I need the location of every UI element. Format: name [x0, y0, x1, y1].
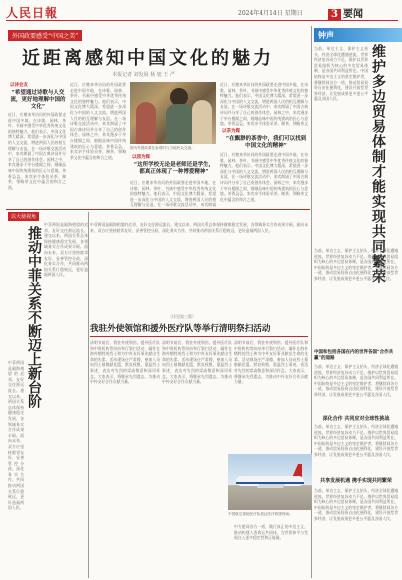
article-body: 清明节前后，我驻外使领馆、援外医疗队和中资机构等纷纷举行祭扫活动，缅怀在海外牺牲的烈士和为中外友好事业献出生命的先辈。活动现场庄严肃穆，参加人员向烈士墓敬献花篮，默哀致敬，重温烈士事迹，表达对先烈的崇高敬意和深切怀念。大家表示，将继承先烈遗志，为推动中外友好合作贡献力量。	[234, 340, 308, 385]
section-mark: 以诗会友	[10, 83, 28, 88]
masthead	[6, 4, 398, 21]
commentary-title: 维护多边贸易体制才能实现共同繁荣	[370, 44, 386, 284]
article-byline: 本报记者 刘发展 杨 旭 王 严	[112, 72, 175, 78]
commentary-body: 当前，单边主义、保护主义抬头，经济全球化遭遇逆流，世界经济复苏动力不足。维护以世界贸易组织为核心的多边贸易体制，是各国共同利益所在。中国始终是多边主义的坚定维护者，将继续同各方一道，推动贸易投资自由化便利化，建设开放型世界经济，让发展成果更多更公平惠及各国人民。	[314, 488, 398, 521]
column-divider	[88, 212, 89, 578]
article-kicker: （详见第三版）	[168, 314, 196, 319]
page-number: 3	[328, 9, 341, 20]
article-body: 近日，应邀来华访问的外国政要走进中国多地，在诗歌、园林、茶叶、书画中感受中华优秀传统文化的独特魅力。他们表示，中国文化博大精深，希望进一步深化与中国的人文交流，增进两国人民的相互理解与友谊。在一场诗歌交流活动中，来宾朗诵了中国古典诗词并分享了自己的创作体会。园林之中，来宾漫步于亭台楼阁之间，细细品味中国传统建筑的匠心与意境。茶香袅袅，来宾亲手体验采茶、制茶，领略茶文化中蕴含的和合之道。	[8, 112, 66, 190]
issue-date: 2024年4月14日 星期日	[238, 10, 303, 17]
section-mark: 以茶为媒	[222, 129, 240, 134]
article-body: 清明节前后，我驻外使领馆、援外医疗队和中资机构等纷纷举行祭扫活动，缅怀在海外牺牲的烈士和为中外友好事业献出生命的先辈。活动现场庄严肃穆，参加人员向烈士墓敬献花篮，默哀致敬，重温烈士事迹，表达对先烈的崇高敬意和深切怀念。大家表示，将继承先烈遗志，为推动中外友好合作贡献力量。	[162, 340, 232, 385]
commentary-body: 当前，单边主义、保护主义抬头，经济全球化遭遇逆流，世界经济复苏动力不足。维护以世界贸易组织为核心的多边贸易体制，是各国共同利益所在。中国始终是多边主义的坚定维护者，将继续同各方一道，推动贸易投资自由化便利化，建设开放型世界经济，让发展成果更多更公平惠及各国人民。	[314, 46, 368, 102]
section-mark: 以园为媒	[132, 155, 150, 160]
aircraft-photo	[228, 454, 312, 510]
newspaper-logo: 人民日報	[6, 6, 59, 20]
commentary-subhead: 深化合作 共同应对全球性挑战	[322, 416, 390, 422]
section-subhead: “希望通过诗歌与人交流，更好地理解中国的文化”	[10, 90, 66, 110]
article-body: 近日，应邀来华访问的外国政要走进中国多地，在诗歌、园林、茶叶、书画中感受中华优秀传统文化的独特魅力。他们表示，中国文化博大精深，希望进一步深化与中国的人文交流，增进两国人民的相互理解与友谊。在一场诗歌交流活动中，来宾朗诵	[130, 180, 216, 208]
column-body: 中菲两国是隔海相望的近邻，友好交往源远流长。建交以来，两国关系总体保持健康稳定发展，各领域务实合作成果丰硕。面向未来，双方应坚持睦邻友好，妥善管控分歧，深化务实合作，共同推动两国关系行稳致远，更好造福两国人民。	[44, 222, 88, 278]
photo-caption: 中国航空援助医疗队抵达医疗救援现场。	[228, 512, 293, 516]
section-subhead: “这所学校无论是老师还是学生，都真正体现了一种博爱精神”	[133, 162, 215, 175]
headline: 近距离感知中国文化的魅力	[22, 48, 274, 69]
column-banner: 钟声	[314, 28, 402, 42]
article-body: 近日，应邀来华访问的外国政要走进中国多地，在诗歌、园林、茶叶、书画中感受中华优秀传统文化的独特魅力。他们表示，中国文化博大精深，希望进一步深化与中国的人文交流，增进两国人民的相互理解与友谊。在一场诗歌交流活动中，来宾朗诵了中国古典诗词并分享了自己的创作体会。园林之中，来宾漫步于亭台楼阁之间，细细品味中国传统建筑的匠心与意境。茶香袅袅，来宾亲手体验采茶、制茶，领略茶文化中蕴含的和合之道。	[220, 152, 308, 202]
article-photo	[130, 82, 216, 144]
page-indicator	[328, 5, 363, 20]
section-subhead: “在飘渺的茶香中，我们可以找到中国文化的精神”	[225, 136, 307, 149]
commentary-body: 当前，单边主义、保护主义抬头，经济全球化遭遇逆流，世界经济复苏动力不足。维护以世界贸易组织为核心的多边贸易体制，是各国共同利益所在。中国始终是多边主义的坚定维护者，将继续同各方一道，推动贸易投资自由化便利化，建设开放型世界经济，让发展成果更多更公平惠及各国人民。	[314, 248, 398, 281]
column-tag: 以大使视角	[8, 212, 39, 221]
article-body: 近日，应邀来华访问的外国政要走进中国多地，在诗歌、园林、茶叶、书画中感受中华优秀传统文化的独特魅力。他们表示，中国文化博大精深，希望进一步深化与中国的人文交流，增进两国人民的相互理解与友谊。在一场诗歌交流活动中，来宾朗诵了中国古典诗词并分享了自己的创作体会。园林之中，来宾漫步于亭台楼阁之间，细细品味中国传统建筑的匠心与意境。茶香袅袅，来宾亲手体验采茶、制茶，领略茶文化中蕴含的和合之道。	[70, 82, 126, 160]
article-series-tag: 外国政要感受“中国之美”	[8, 30, 82, 41]
article-title: 我驻外使领馆和援外医疗队等举行清明祭扫活动	[90, 324, 271, 334]
article-body: 近日，应邀来华访问的外国政要走进中国多地，在诗歌、园林、茶叶、书画中感受中华优秀传统文化的独特魅力。他们表示，中国文化博大精深，希望进一步深化与中国的人文交流，增进两国人民的相互理解与友谊。在一场诗歌交流活动中，来宾朗诵了中国古典诗词并分享了自己的创作体会。园林之中，来宾漫步于亭台楼阁之间，细细品味中国传统建筑的匠心与意境。茶香袅袅，来宾亲手体验采茶、制茶，领略茶文	[220, 82, 308, 126]
commentary-subhead: 共享发展机遇 携手实现共同繁荣	[320, 478, 392, 484]
article-body: 中菲两国是隔海相望的近邻，友好交往源远流长。建交以来，两国关系总体保持健康稳定发展，各领域务实合作成果丰硕。面向未来，双方应坚持睦邻友好，妥善管控分歧，深化务实合作，共同推动两国关系行稳致远，更好造福两国人民。	[90, 222, 308, 233]
column-body: 中菲两国是隔海相望的近邻，友好交往源远流长。建交以来，两国关系总体保持健康稳定发展，各领域务实合作成果丰硕。面向未来，双方应坚持睦邻友好，妥善管控分歧，深化务实合作，共同推动两国关系行稳致远，更好造福两国人民。	[8, 360, 24, 511]
commentary-body: 当前，单边主义、保护主义抬头，经济全球化遭遇逆流，世界经济复苏动力不足。维护以世界贸易组织为核心的多边贸易体制，是各国共同利益所在。中国始终是多边主义的坚定维护者，将继续同各方一道，推动贸易投资自由化便利化，建设开放型世界经济，让发展成果更多更公平惠及各国人民。	[314, 364, 398, 397]
title-underline	[90, 336, 308, 337]
page-section-name: 要闻	[342, 9, 363, 20]
article-body: 中方愿同各方一道，践行真正的多边主义，推动构建人类命运共同体，为世界和平与发展注入更多稳定性和正能量。	[234, 524, 308, 541]
commentary-body: 当前，单边主义、保护主义抬头，经济全球化遭遇逆流，世界经济复苏动力不足。维护以世界贸易组织为核心的多边贸易体制，是各国共同利益所在。中国始终是多边主义的坚定维护者，将继续同各方一道，推动贸易投资自由化便利化，建设开放型世界经济，让发展成果更多更公平惠及各国人民。	[314, 424, 398, 457]
section-divider	[6, 209, 310, 210]
article-body: 清明节前后，我驻外使领馆、援外医疗队和中资机构等纷纷举行祭扫活动，缅怀在海外牺牲的烈士和为中外友好事业献出生命的先辈。活动现场庄严肃穆，参加人员向烈士墓敬献花篮，默哀致敬，重温烈士事迹，表达对先烈的崇高敬意和深切怀念。大家表示，将继承先烈遗志，为推动中外友好合作贡献力量。	[90, 340, 160, 385]
commentary-subhead: 中国和包括各国在内的世界各国“合作共赢”的道路	[314, 350, 394, 361]
column-title: 推动中菲关系不断迈上新台阶	[26, 226, 42, 408]
photo-caption: 图为外国政要在参观时与当地民众交流。	[130, 146, 195, 150]
